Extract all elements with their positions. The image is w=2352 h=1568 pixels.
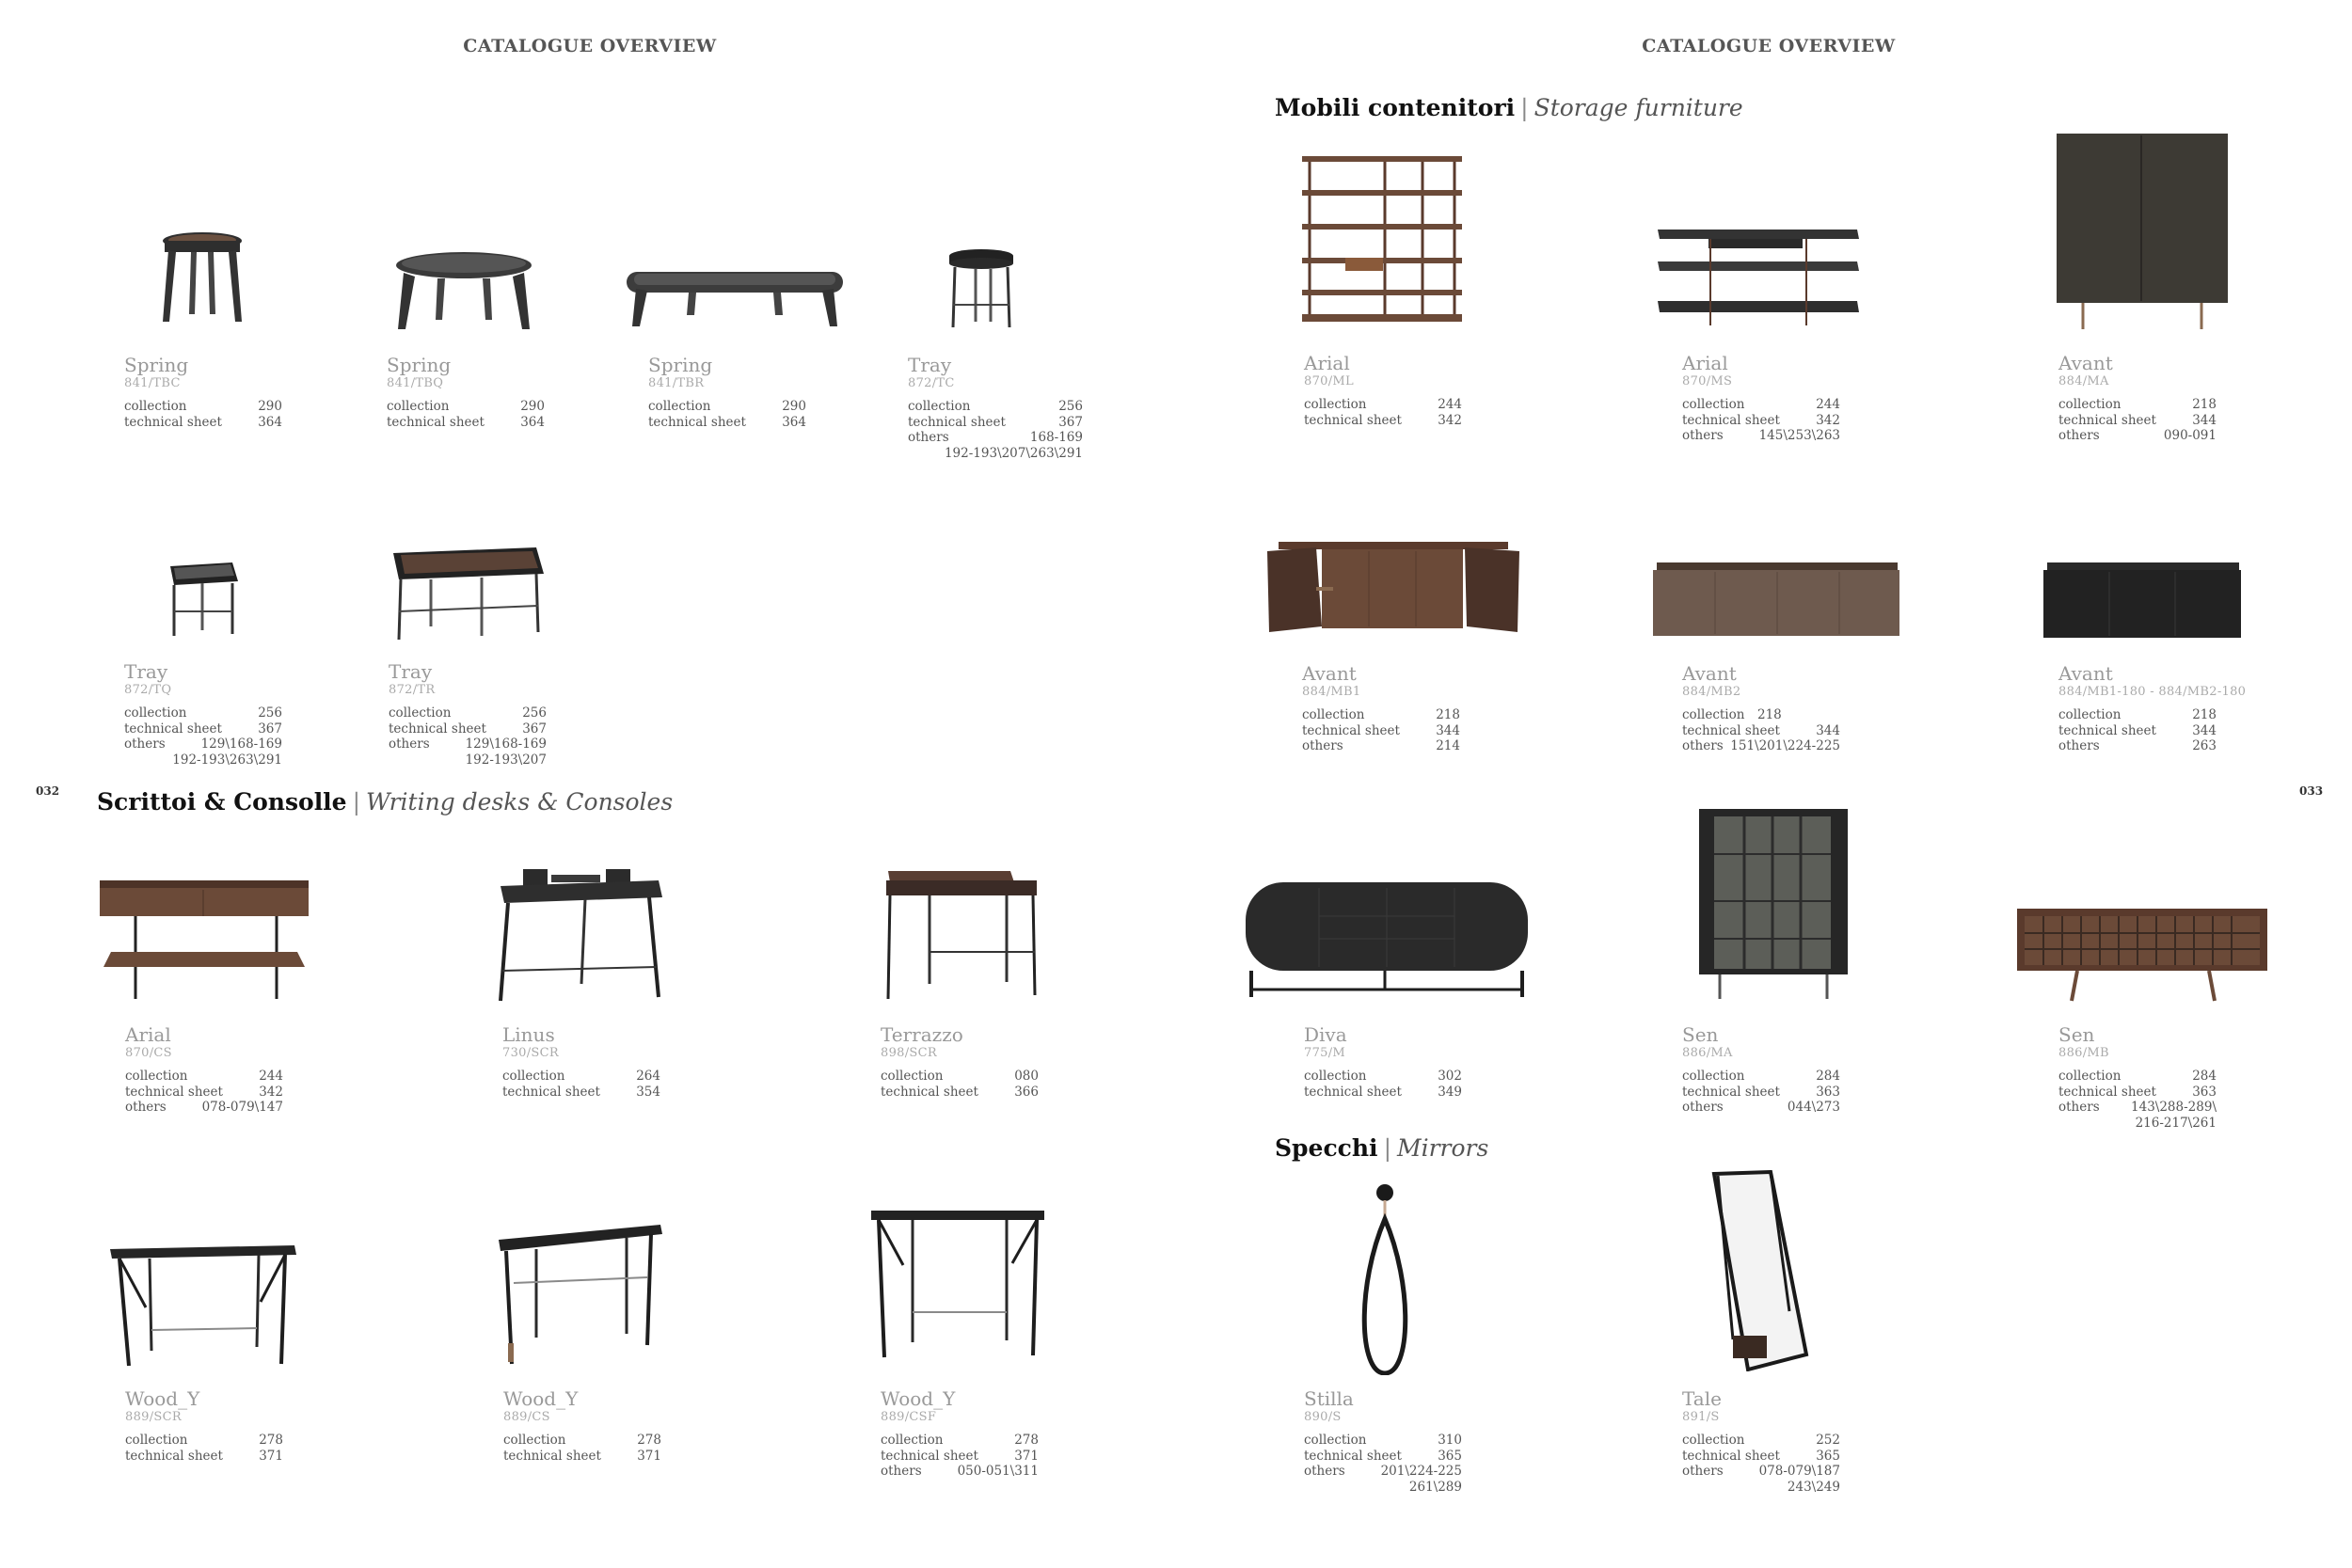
value-others: 151\201\224-225 (1730, 738, 1840, 753)
value-collection: 218 (1757, 707, 1782, 722)
value-collection: 218 (2192, 397, 2217, 412)
product-name: Arial (1304, 352, 1350, 374)
label-collection: collection (502, 1069, 565, 1084)
section-title-italic: Storage furniture (1534, 94, 1743, 121)
product-name: Wood_Y (125, 1387, 200, 1410)
value-collection: 278 (259, 1433, 283, 1448)
tray-square-image (165, 559, 240, 638)
section-title-main: Specchi (1275, 1134, 1378, 1162)
product-code: 890/S (1304, 1410, 1342, 1424)
avant-sideboard-open-image (1265, 540, 1521, 634)
product-code: 870/MS (1682, 374, 1733, 388)
label-technical: technical sheet (2058, 412, 2156, 428)
tray-rectangular-image (389, 546, 546, 641)
product-name: Tray (124, 660, 168, 683)
label-others: others (125, 1100, 167, 1115)
label-technical: technical sheet (389, 721, 486, 736)
product-code: 884/MB1 (1302, 685, 1361, 699)
arial-desk-image (98, 877, 310, 1001)
value-technical: 354 (636, 1084, 660, 1100)
avant-sideboard-closed-image (1651, 561, 1901, 638)
product-refs (125, 1433, 283, 1464)
label-collection: collection (648, 399, 711, 414)
product-refs (881, 1433, 1039, 1480)
value-others: 078-079\187 (1758, 1464, 1840, 1479)
label-collection: collection (1302, 707, 1365, 722)
label-collection: collection (503, 1433, 566, 1448)
label-others: others (389, 736, 430, 752)
product-code: 889/CSF (881, 1410, 937, 1424)
product-name: Avant (1682, 662, 1737, 685)
stilla-mirror-image (1347, 1181, 1422, 1375)
product-refs (1682, 707, 1840, 754)
value-collection: 244 (259, 1069, 283, 1084)
value-others: 145\253\263 (1758, 428, 1840, 443)
label-others: others (1302, 738, 1343, 753)
value-collection: 244 (1816, 397, 1840, 412)
product-code: 884/MB2 (1682, 685, 1741, 699)
value-others: 050-051\311 (957, 1464, 1039, 1479)
value-technical: 364 (258, 414, 282, 430)
value-others: 263 (2192, 738, 2217, 753)
label-collection: collection (1682, 1069, 1745, 1084)
label-others: others (2058, 738, 2100, 753)
product-refs (502, 1069, 660, 1100)
value-collection: 256 (258, 705, 282, 721)
avant-wardrobe-image (2055, 132, 2230, 331)
label-technical: technical sheet (881, 1448, 978, 1464)
label-technical: technical sheet (908, 414, 1006, 430)
product-code: 889/SCR (125, 1410, 182, 1424)
value-others: 078-079\147 (201, 1100, 283, 1115)
product-refs (1304, 1069, 1462, 1100)
label-technical: technical sheet (387, 414, 485, 430)
value-collection: 290 (782, 399, 806, 414)
label-technical: technical sheet (2058, 722, 2156, 738)
section-title-italic: Mirrors (1397, 1134, 1489, 1162)
product-name: Avant (1302, 662, 1357, 685)
avant-sideboard-black-image (2042, 561, 2243, 640)
label-collection: collection (1304, 1433, 1367, 1448)
label-others: others (2058, 1100, 2100, 1115)
product-name: Stilla (1304, 1387, 1354, 1410)
value-technical: 367 (1058, 414, 1083, 430)
label-collection: collection (387, 399, 450, 414)
value-others: 044\273 (1787, 1100, 1840, 1115)
label-technical: technical sheet (124, 414, 222, 430)
value-collection: 278 (637, 1433, 661, 1448)
spring-table-oval-image (390, 250, 537, 331)
terrazzo-desk-image (882, 867, 1041, 1001)
linus-desk-image (495, 865, 664, 1003)
value-others: 214 (1436, 738, 1460, 753)
section-title-italic: Writing desks & Consoles (366, 788, 674, 816)
product-code: 870/ML (1304, 374, 1354, 388)
product-name: Terrazzo (881, 1023, 963, 1046)
page-header-left: CATALOGUE OVERVIEW (463, 36, 717, 56)
label-others: others (1682, 428, 1724, 443)
value-collection: 302 (1438, 1069, 1462, 1084)
product-name: Wood_Y (881, 1387, 956, 1410)
label-others: others (1304, 1464, 1345, 1479)
section-title-storage: Mobili contenitori | Storage furniture (1275, 94, 1743, 121)
product-refs (125, 1069, 283, 1116)
product-name: Tray (908, 354, 952, 376)
product-refs (648, 399, 806, 430)
value-technical: 364 (520, 414, 545, 430)
product-name: Spring (124, 354, 189, 376)
product-refs (1682, 1433, 1840, 1495)
label-technical: technical sheet (1304, 412, 1402, 428)
product-code: 841/TBC (124, 376, 181, 390)
product-refs (2058, 707, 2217, 754)
value-technical: 365 (1438, 1448, 1462, 1464)
spring-stool-image (155, 228, 249, 327)
sen-cabinet-image (1697, 807, 1850, 1001)
product-name: Arial (125, 1023, 171, 1046)
wood-y-desk-image (108, 1242, 298, 1368)
spring-table-long-image (623, 270, 847, 328)
product-name: Arial (1682, 352, 1728, 374)
value-technical: 371 (637, 1448, 661, 1464)
product-name: Linus (502, 1023, 555, 1046)
product-code: 898/SCR (881, 1046, 937, 1060)
label-technical: technical sheet (1682, 1448, 1780, 1464)
page-header-right: CATALOGUE OVERVIEW (1642, 36, 1896, 56)
label-others: others (908, 430, 949, 445)
label-collection: collection (125, 1069, 188, 1084)
value-collection: 264 (636, 1069, 660, 1084)
label-others: others (1682, 738, 1724, 753)
product-refs (1302, 707, 1460, 754)
value-others-cont: 243\249 (1787, 1479, 1840, 1495)
product-code: 872/TQ (124, 683, 172, 697)
product-refs (2058, 397, 2217, 444)
value-technical: 367 (522, 721, 547, 736)
label-technical: technical sheet (881, 1084, 978, 1100)
product-code: 886/MB (2058, 1046, 2109, 1060)
value-others: 129\168-169 (465, 736, 547, 752)
label-technical: technical sheet (648, 414, 746, 430)
section-title-main: Scrittoi & Consolle (97, 788, 347, 816)
value-others: 143\288-289\ (2131, 1100, 2217, 1115)
label-technical: technical sheet (503, 1448, 601, 1464)
value-others-cont: 192-193\263\291 (172, 752, 282, 768)
label-others: others (1682, 1100, 1724, 1115)
product-refs (124, 705, 282, 768)
value-technical: 342 (1438, 412, 1462, 428)
label-collection: collection (124, 705, 187, 721)
label-others: others (1682, 1464, 1724, 1479)
label-collection: collection (1682, 1433, 1745, 1448)
value-collection: 256 (1058, 399, 1083, 414)
section-title-desks: Scrittoi & Consolle | Writing desks & Consoles (97, 788, 674, 816)
value-others: 201\224-225 (1380, 1464, 1462, 1479)
section-title-mirrors: Specchi | Mirrors (1275, 1134, 1489, 1162)
page-number-right: 033 (2299, 784, 2324, 798)
label-collection: collection (125, 1433, 188, 1448)
product-name: Avant (2058, 662, 2113, 685)
value-others-cont: 192-193\207 (465, 752, 547, 768)
arial-shelving-image (1656, 226, 1861, 327)
value-others: 090-091 (2163, 428, 2217, 443)
label-technical: technical sheet (125, 1448, 223, 1464)
value-others-cont: 216-217\261 (2135, 1115, 2217, 1131)
label-technical: technical sheet (124, 721, 222, 736)
product-refs (881, 1069, 1039, 1100)
label-collection: collection (2058, 707, 2122, 722)
value-others: 168-169 (1029, 430, 1083, 445)
label-collection: collection (2058, 397, 2122, 412)
value-collection: 284 (1816, 1069, 1840, 1084)
product-refs (503, 1433, 661, 1464)
value-collection: 218 (2192, 707, 2217, 722)
label-technical: technical sheet (2058, 1084, 2156, 1100)
label-others: others (124, 736, 166, 752)
product-name: Tale (1682, 1387, 1722, 1410)
product-refs (389, 705, 547, 768)
product-refs (908, 399, 1083, 461)
label-others: others (881, 1464, 922, 1479)
product-code: 891/S (1682, 1410, 1720, 1424)
product-refs (2058, 1069, 2217, 1131)
wood-y-console-image (495, 1223, 664, 1366)
value-collection: 256 (522, 705, 547, 721)
product-code: 870/CS (125, 1046, 172, 1060)
tray-round-image (946, 246, 1017, 329)
product-name: Sen (1682, 1023, 1719, 1046)
label-technical: technical sheet (1304, 1448, 1402, 1464)
product-code: 730/SCR (502, 1046, 559, 1060)
product-refs (1304, 397, 1462, 428)
product-name: Avant (2058, 352, 2113, 374)
product-refs (1682, 397, 1840, 444)
label-others: others (2058, 428, 2100, 443)
label-collection: collection (1304, 1069, 1367, 1084)
product-name: Wood_Y (503, 1387, 579, 1410)
product-name: Spring (387, 354, 452, 376)
section-title-main: Mobili contenitori (1275, 94, 1516, 121)
product-refs (124, 399, 282, 430)
product-refs (1682, 1069, 1840, 1116)
product-name: Diva (1304, 1023, 1347, 1046)
product-code: 872/TC (908, 376, 955, 390)
label-technical: technical sheet (1682, 722, 1780, 738)
product-name: Spring (648, 354, 713, 376)
value-collection: 244 (1438, 397, 1462, 412)
product-code: 884/MA (2058, 374, 2109, 388)
value-technical: 344 (1816, 722, 1840, 738)
value-technical: 367 (258, 721, 282, 736)
value-technical: 349 (1438, 1084, 1462, 1100)
value-technical: 363 (1816, 1084, 1840, 1100)
product-refs (387, 399, 545, 430)
sen-low-cabinet-image (2015, 907, 2269, 1003)
label-technical: technical sheet (1302, 722, 1400, 738)
label-technical: technical sheet (1304, 1084, 1402, 1100)
value-technical: 364 (782, 414, 806, 430)
value-technical: 344 (2192, 412, 2217, 428)
value-technical: 344 (1436, 722, 1460, 738)
label-collection: collection (124, 399, 187, 414)
product-refs (1304, 1433, 1462, 1495)
value-others: 129\168-169 (200, 736, 282, 752)
label-technical: technical sheet (1682, 1084, 1780, 1100)
product-code: 884/MB1-180 - 884/MB2-180 (2058, 685, 2247, 699)
value-technical: 342 (259, 1084, 283, 1100)
label-collection: collection (1682, 707, 1745, 722)
label-collection: collection (881, 1433, 944, 1448)
page-number-left: 032 (36, 784, 60, 798)
value-technical: 371 (259, 1448, 283, 1464)
value-others-cont: 261\289 (1408, 1479, 1462, 1495)
product-code: 889/CS (503, 1410, 550, 1424)
value-collection: 080 (1014, 1069, 1039, 1084)
product-code: 841/TBQ (387, 376, 444, 390)
value-collection: 310 (1438, 1433, 1462, 1448)
value-collection: 218 (1436, 707, 1460, 722)
label-collection: collection (908, 399, 971, 414)
value-technical: 366 (1014, 1084, 1039, 1100)
value-technical: 371 (1014, 1448, 1039, 1464)
label-collection: collection (1304, 397, 1367, 412)
product-name: Sen (2058, 1023, 2095, 1046)
product-code: 775/M (1304, 1046, 1346, 1060)
arial-bookcase-image (1300, 152, 1464, 324)
label-collection: collection (2058, 1069, 2122, 1084)
value-technical: 365 (1816, 1448, 1840, 1464)
product-code: 841/TBR (648, 376, 705, 390)
label-collection: collection (389, 705, 452, 721)
label-technical: technical sheet (125, 1084, 223, 1100)
value-collection: 252 (1816, 1433, 1840, 1448)
value-others-cont: 192-193\207\263\291 (944, 445, 1083, 461)
product-name: Tray (389, 660, 433, 683)
wood-y-tall-console-image (869, 1209, 1046, 1359)
label-collection: collection (881, 1069, 944, 1084)
value-technical: 363 (2192, 1084, 2217, 1100)
product-code: 886/MA (1682, 1046, 1733, 1060)
value-collection: 284 (2192, 1069, 2217, 1084)
diva-sideboard-image (1244, 880, 1530, 999)
value-collection: 278 (1014, 1433, 1039, 1448)
value-collection: 290 (520, 399, 545, 414)
label-technical: technical sheet (502, 1084, 600, 1100)
tale-mirror-image (1710, 1170, 1810, 1371)
value-collection: 290 (258, 399, 282, 414)
label-technical: technical sheet (1682, 412, 1780, 428)
product-code: 872/TR (389, 683, 436, 697)
value-technical: 342 (1816, 412, 1840, 428)
value-technical: 344 (2192, 722, 2217, 738)
label-collection: collection (1682, 397, 1745, 412)
